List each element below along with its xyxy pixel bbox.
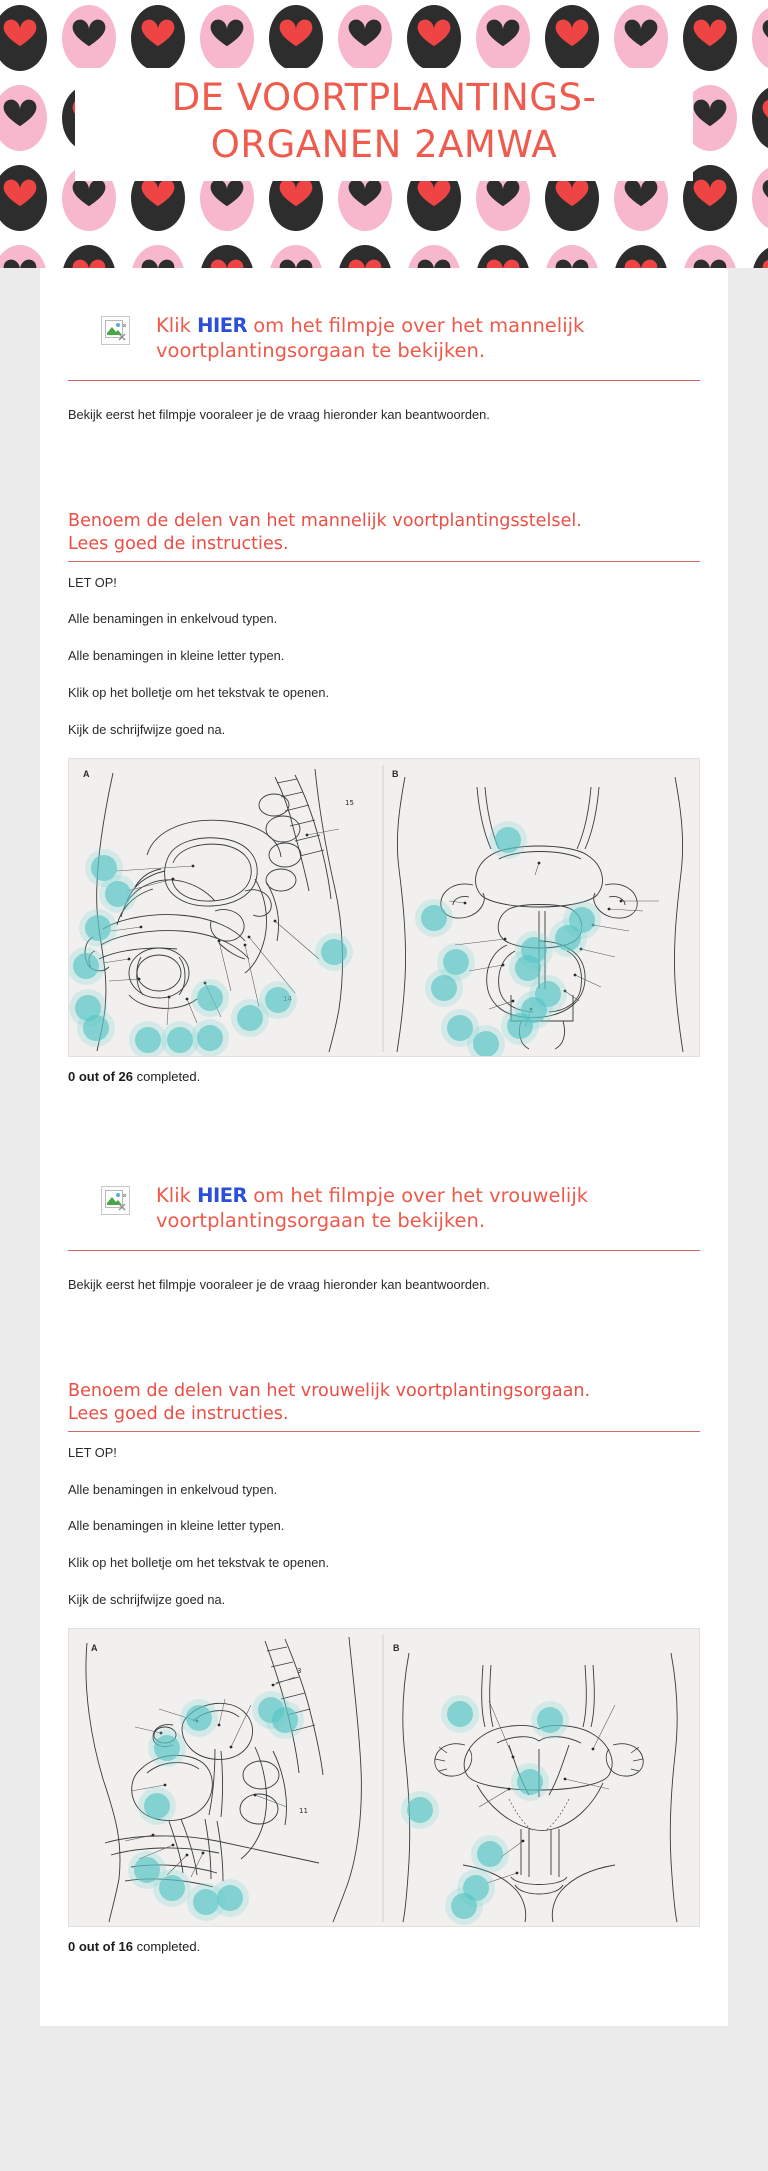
hotspot-dot[interactable] [91,855,117,881]
section-male [68,312,700,1084]
page-title-line-1: DE VOORTPLANTINGS- [171,76,597,119]
question-heading-male [68,510,700,556]
page-title [75,68,693,181]
page-title-line-2: ORGANEN 2AMWA [210,123,558,167]
question-heading-female [68,1380,700,1426]
spacer [68,1096,700,1182]
section-female [68,1182,700,1954]
question-heading-female-line-2: Lees goed de instructies. [68,1404,289,1425]
hotspot-dot[interactable] [537,1707,563,1733]
hotspot-dot[interactable] [517,1769,543,1795]
intro-text-male: Bekijk eerst het filmpje vooraleer je de vraag hieronder kan beantwoorden. [68,406,490,422]
spacer [68,1294,700,1380]
hotspot-dot[interactable] [154,1735,180,1761]
instruction-item: Klik op het bolletje om het tekstvak te openen. [68,1555,330,1571]
hotspot-dot[interactable] [197,985,223,1011]
instruction-item: Kijk de schrijfwijze goed na. [68,722,226,738]
hotspot-dot[interactable] [477,1841,503,1867]
hotspot-dot[interactable] [197,1025,223,1051]
panel-label-a: A [83,769,90,780]
hotspot-dot[interactable] [217,1885,243,1911]
hotspot-dot[interactable] [421,905,447,931]
video-link-hier-male[interactable]: HIER [197,314,248,337]
svg-text:15: 15 [345,799,354,808]
panel-label-a: A [91,1643,98,1654]
hotspot-dot[interactable] [447,1015,473,1041]
content-card [40,268,728,2026]
hotspot-dot[interactable] [321,939,347,965]
completion-status-female [68,1939,700,1954]
instruction-item: Kijk de schrijfwijze goed na. [68,1592,226,1608]
instruction-item: Alle benamingen in kleine letter typen. [68,1518,285,1534]
completion-suffix-male: completed. [133,1069,201,1085]
broken-image-icon [101,316,130,345]
video-link-hier-female[interactable]: HIER [197,1184,248,1208]
hotspot-dot[interactable] [105,881,131,907]
hotspot-dot[interactable] [507,1013,533,1039]
hotspot-dot[interactable] [272,1707,298,1733]
instruction-item: Alle benamingen in enkelvoud typen. [68,1481,278,1497]
page-banner [0,0,768,268]
hotspot-dot[interactable] [144,1793,170,1819]
diagram-male-artwork [69,759,700,1057]
video-link-suffix-male: om het filmpje over het mannelijk voortplantingsorgaan te bekijken. [156,314,585,362]
divider-female-link [68,1250,700,1251]
instructions-list-female [68,1444,700,1610]
hotspot-dot[interactable] [237,1005,263,1031]
instruction-item: Klik op het bolletje om het tekstvak te openen. [68,685,330,701]
question-heading-male-line-2: Lees goed de instructies. [68,534,289,555]
hotspot-dot[interactable] [159,1875,185,1901]
broken-image-icon [101,1186,130,1215]
hotspot-dot[interactable] [186,1705,212,1731]
question-heading-male-line-1: Benoem de delen van het mannelijk voortplantingsstelsel. [68,511,582,532]
hotspot-dot[interactable] [193,1889,219,1915]
instruction-item: Alle benamingen in kleine letter typen. [68,648,285,664]
divider-male-heading [68,561,700,562]
hotspot-dot[interactable] [451,1893,477,1919]
completion-suffix-female: completed. [133,1939,201,1955]
instruction-item: Alle benamingen in enkelvoud typen. [68,611,278,627]
hotspot-dot[interactable] [265,987,291,1013]
intro-text-female: Bekijk eerst het filmpje vooraleer je de vraag hieronder kan beantwoorden. [68,1276,490,1292]
video-link-row-female[interactable] [68,1182,700,1234]
completion-count-male: 0 out of 26 [68,1069,134,1085]
instructions-list-male [68,574,700,740]
panel-label-b: B [392,769,399,780]
video-link-text-female[interactable] [130,1182,700,1234]
svg-text:11: 11 [299,1807,308,1816]
video-link-suffix-female: om het filmpje over het vrouwelijk voortplantingsorgaan te bekijken. [156,1184,589,1233]
divider-female-heading [68,1431,700,1432]
hotspot-dot[interactable] [167,1027,193,1053]
hotspot-dot[interactable] [134,1857,160,1883]
hotspot-dot[interactable] [83,1015,109,1041]
hotspot-dot[interactable] [555,925,581,951]
completion-count-female: 0 out of 16 [68,1939,134,1955]
diagram-female-reproductive-system[interactable] [68,1628,700,1927]
instruction-item: LET OP! [68,1444,117,1460]
divider-male-link [68,380,700,381]
video-link-row-male[interactable] [68,312,700,364]
hotspot-dot[interactable] [473,1031,499,1057]
diagram-male-reproductive-system[interactable] [68,758,700,1057]
hotspot-dot[interactable] [85,915,111,941]
instruction-item: LET OP! [68,574,117,590]
hotspot-dot[interactable] [495,827,521,853]
hotspot-dot[interactable] [407,1797,433,1823]
video-link-prefix-female: Klik [156,1184,198,1208]
hotspot-dot[interactable] [73,953,99,979]
panel-label-b: B [393,1643,400,1654]
svg-text:3: 3 [297,1667,302,1676]
completion-status-male [68,1069,700,1084]
spacer [68,424,700,510]
hotspot-dot[interactable] [515,955,541,981]
hotspot-dot[interactable] [443,949,469,975]
video-link-text-male[interactable] [130,312,700,364]
video-link-prefix-male: Klik [156,314,198,337]
question-heading-female-line-1: Benoem de delen van het vrouwelijk voortplantingsorgaan. [68,1381,591,1402]
hotspot-dot[interactable] [135,1027,161,1053]
hotspot-dot[interactable] [447,1701,473,1727]
hotspot-dot[interactable] [431,975,457,1001]
